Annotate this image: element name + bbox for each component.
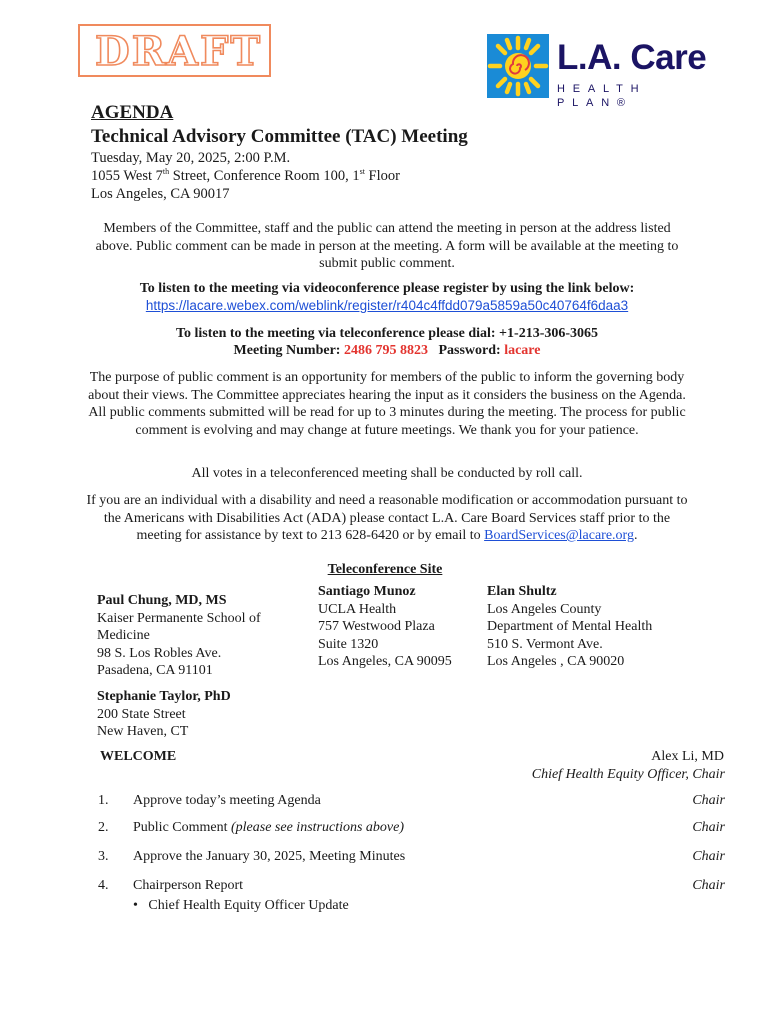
purpose-text: The purpose of public comment is an opportunity for members of the public to inform the governing body about their views. The Committee appreciates hearing the input as it considers the business on the Agenda. All public comments submitted will be read for up to 3 minutes during the meeting. The process for public comment is evolving and may change at future meetings. We thank you for your patience. (88, 370, 686, 438)
meeting-title: Technical Advisory Committee (TAC) Meeting (91, 126, 468, 147)
bullet-icon: • (133, 898, 138, 913)
draft-label: DRAFT (95, 28, 263, 75)
agenda-item-note: (please see instructions above) (231, 820, 405, 835)
ada-text: If you are an individual with a disability and need a reasonable modification or accommodation pursuant to the Americans with Disabilities Act (ADA) please contact L.A. Care Board Services staff prior to the meeting for assistance by text to 213 628-6420 or by email to BoardServices@lacare.org. (86, 493, 688, 543)
site-stephanie-taylor: Stephanie Taylor, PhD 200 State Street New Haven, CT (97, 689, 231, 739)
videoconference-label: To listen to the meeting via videoconference please register by using the link below: (139, 281, 635, 296)
agenda-item-text: Chairperson Report (133, 878, 244, 893)
board-services-email[interactable]: BoardServices@lacare.org (484, 528, 634, 543)
meeting-password: lacare (504, 343, 541, 358)
agenda-item-number: 4. (98, 878, 109, 893)
agenda-item-number: 1. (98, 793, 109, 808)
logo-name: L.A. Care (557, 38, 707, 77)
meeting-city: Los Angeles, CA 90017 (91, 186, 230, 202)
public-comment-intro: Members of the Committee, staff and the public can attend the meeting in person at the address listed above. Public comment can be made in person at the meeting. A form will be available at the meeting to submit public comment. (95, 221, 679, 271)
agenda-item-presenter: Chair (692, 849, 725, 864)
la-care-logo (487, 32, 707, 109)
sub-item: • Chief Health Equity Officer Update (133, 898, 349, 913)
agenda-item-text: Approve today’s meeting Agenda (133, 793, 321, 808)
meeting-number: 2486 795 8823 (343, 343, 428, 358)
welcome-label: WELCOME (100, 749, 177, 764)
site-santiago-munoz: Santiago Munoz UCLA Health 757 Westwood Plaza Suite 1320 Los Angeles, CA 90095 (318, 584, 452, 669)
webex-register-link[interactable]: https://lacare.webex.com/weblink/register/r404c4ffdd079a5859a50c40764f6daa3 (145, 298, 629, 313)
teleconference-heading: Teleconference Site (327, 562, 443, 577)
welcome-presenter-title: Chief Health Equity Officer, Chair (531, 767, 725, 782)
agenda-item-presenter: Chair (692, 878, 725, 893)
agenda-item-presenter: Chair (692, 820, 725, 835)
agenda-item-number: 2. (98, 820, 109, 835)
meeting-address: 1055 West 7th Street, Conference Room 100, 1st Floor (91, 167, 400, 184)
agenda-item-text: Approve the January 30, 2025, Meeting Minutes (133, 849, 406, 864)
site-paul-chung: Paul Chung, MD, MS Kaiser Permanente School of Medicine 98 S. Los Robles Ave. Pasadena, CA 91101 (97, 593, 261, 678)
agenda-item-text: Public Comment (please see instructions above) (133, 820, 405, 835)
sun-icon (487, 34, 549, 98)
meeting-datetime: Tuesday, May 20, 2025, 2:00 P.M. (91, 150, 291, 166)
logo-subtitle: HEALTH PLAN® (557, 83, 647, 109)
roll-call-text: All votes in a teleconferenced meeting shall be conducted by roll call. (191, 466, 583, 481)
meeting-number-line: Meeting Number: 2486 795 8823 Password: lacare (233, 343, 541, 358)
agenda-item-number: 3. (98, 849, 109, 864)
teleconference-dial: To listen to the meeting via teleconference please dial: +1-213-306-3065 (175, 326, 599, 341)
site-elan-shultz: Elan Shultz Los Angeles County Department of Mental Health 510 S. Vermont Ave. Los Angeles , CA 90020 (487, 584, 653, 669)
agenda-item-presenter: Chair (692, 793, 725, 808)
agenda-heading: AGENDA (91, 102, 174, 123)
welcome-presenter: Alex Li, MD (651, 749, 724, 764)
